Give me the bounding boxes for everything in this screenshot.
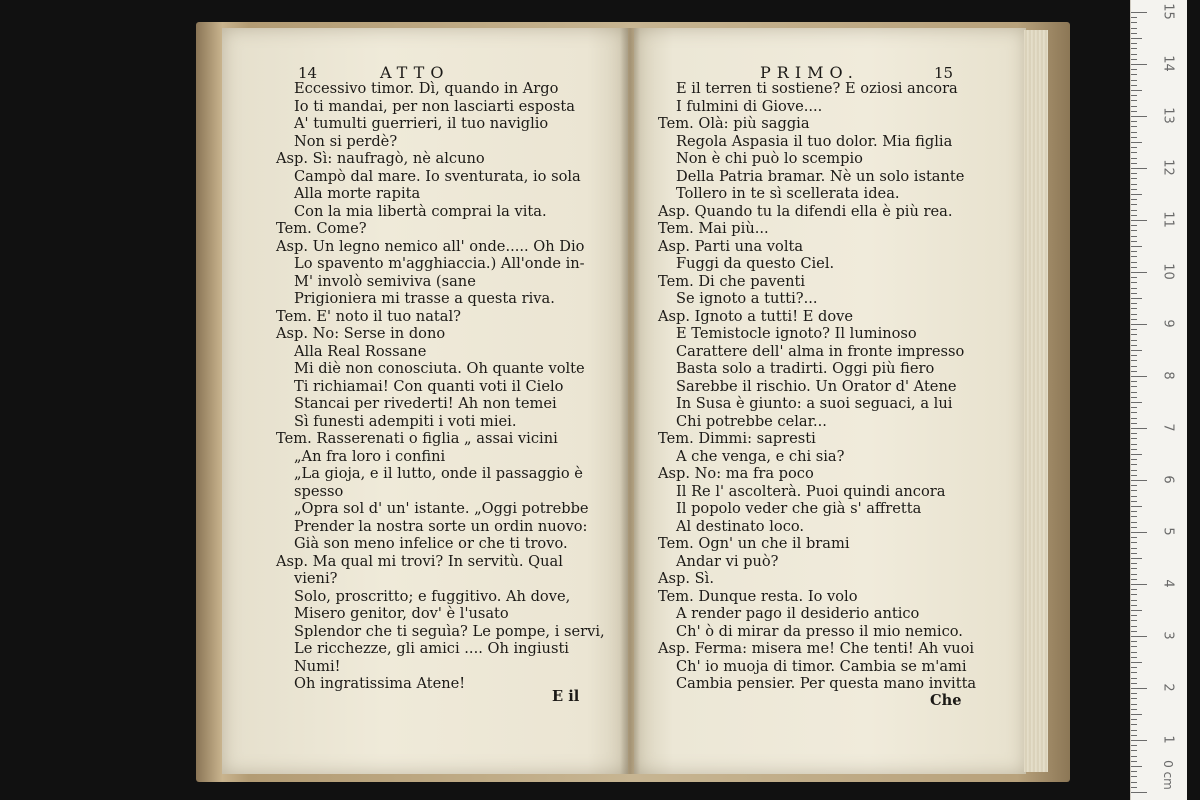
ruler-tick <box>1131 158 1137 159</box>
ruler-tick <box>1131 511 1137 512</box>
ruler-tick <box>1131 724 1137 725</box>
ruler-tick <box>1131 735 1137 736</box>
text-line: Asp. Un legno nemico all' onde..... Oh Dio <box>276 237 585 255</box>
ruler-tick <box>1131 672 1137 673</box>
ruler-number: 5 <box>1160 527 1176 536</box>
text-line: Con la mia libertà comprai la vita. <box>294 202 547 220</box>
ruler-tick <box>1131 444 1137 445</box>
text-line: E Temistocle ignoto? Il luminoso <box>676 325 917 342</box>
ruler-tick <box>1131 594 1137 595</box>
text-line: A render pago il desiderio antico <box>676 605 920 622</box>
text-line: Non è chi può lo scempio <box>676 150 863 167</box>
ruler-tick <box>1131 371 1137 372</box>
ruler-tick <box>1131 282 1137 283</box>
ruler-number: 13 <box>1160 107 1176 124</box>
ruler-tick <box>1131 59 1137 60</box>
ruler-tick <box>1131 792 1147 793</box>
ruler-tick <box>1131 485 1137 486</box>
ruler-tick <box>1131 776 1137 777</box>
ruler-tick <box>1131 501 1137 502</box>
text-line: Tem. Dunque resta. Io volo <box>658 587 858 605</box>
ruler-tick <box>1131 449 1137 450</box>
ruler-tick <box>1131 189 1137 190</box>
ruler-tick <box>1131 428 1147 429</box>
ruler-tick <box>1131 308 1137 309</box>
ruler-tick <box>1131 106 1137 107</box>
ruler-tick <box>1131 553 1137 554</box>
text-line: spesso <box>294 482 344 500</box>
ruler-tick <box>1131 522 1137 523</box>
left-page-number: 14 <box>298 64 318 82</box>
text-line: Se ignoto a tutti?... <box>676 290 818 307</box>
ruler-tick <box>1131 277 1137 278</box>
ruler-tick <box>1131 787 1137 788</box>
text-line: Tem. Mai più... <box>658 220 769 237</box>
left-catchword: E il <box>552 688 580 705</box>
text-line: M' involò semiviva (sane <box>294 272 476 290</box>
ruler-tick <box>1131 256 1137 257</box>
ruler-tick <box>1131 610 1142 611</box>
ruler-tick <box>1131 376 1147 377</box>
ruler-tick <box>1131 620 1137 621</box>
ruler-tick <box>1131 698 1137 699</box>
ruler-number: 9 <box>1160 319 1176 328</box>
ruler-tick <box>1131 272 1147 273</box>
ruler-tick <box>1131 85 1137 86</box>
right-catchword: Che <box>930 692 962 709</box>
ruler-tick <box>1131 745 1137 746</box>
text-line: Asp. No: Serse in dono <box>276 325 446 342</box>
ruler-tick <box>1131 350 1142 351</box>
ruler-tick <box>1131 48 1137 49</box>
ruler-tick <box>1131 631 1137 632</box>
ruler-tick <box>1131 589 1137 590</box>
text-line: Lo spavento m'agghiaccia.) All'onde in- <box>294 255 585 272</box>
text-line: I fulmini di Giove.... <box>676 97 823 115</box>
text-line: Della Patria bramar. Nè un solo istante <box>676 167 965 185</box>
text-line: Asp. Sì. <box>658 570 714 587</box>
ruler-tick <box>1131 236 1137 237</box>
ruler-tick <box>1131 184 1137 185</box>
text-line: Andar vi può? <box>676 552 779 570</box>
text-line: Misero genitor, dov' è l'usato <box>294 605 509 622</box>
left-page <box>222 28 628 774</box>
ruler-tick <box>1131 423 1137 424</box>
ruler-tick <box>1131 464 1137 465</box>
ruler-tick <box>1131 563 1137 564</box>
ruler-number: 1 <box>1160 735 1176 744</box>
text-line: Alla Real Rossane <box>294 342 427 360</box>
ruler-tick <box>1131 646 1137 647</box>
ruler-tick <box>1131 69 1137 70</box>
ruler-number: 6 <box>1160 475 1176 484</box>
ruler-tick <box>1131 38 1142 39</box>
text-line: Tem. Come? <box>276 220 367 237</box>
ruler-tick <box>1131 678 1137 679</box>
right-running-head: PRIMO. <box>760 63 859 82</box>
ruler-tick <box>1131 438 1137 439</box>
text-line: Asp. No: ma fra poco <box>658 465 814 482</box>
text-line: A che venga, e chi sia? <box>676 447 845 465</box>
ruler-tick <box>1131 542 1137 543</box>
ruler-tick <box>1131 652 1137 653</box>
ruler-tick <box>1131 480 1147 481</box>
ruler-tick <box>1131 771 1137 772</box>
text-line: Regola Aspasia il tuo dolor. Mia figlia <box>676 132 953 150</box>
text-line: Oh ingratissima Atene! <box>294 675 466 692</box>
measurement-ruler <box>1130 0 1187 800</box>
ruler-number: 14 <box>1160 55 1176 72</box>
text-line: Fuggi da questo Ciel. <box>676 255 835 272</box>
text-line: Ch' ò di mirar da presso il mio nemico. <box>676 622 963 640</box>
ruler-tick <box>1131 412 1137 413</box>
ruler-tick <box>1131 152 1137 153</box>
ruler-tick <box>1131 740 1147 741</box>
ruler-tick <box>1131 142 1142 143</box>
ruler-tick <box>1131 293 1137 294</box>
text-line: Splendor che ti seguìa? Le pompe, i servi, <box>294 622 605 640</box>
ruler-tick <box>1131 241 1137 242</box>
text-line: Asp. Ferma: misera me! Che tenti! Ah vuoi <box>658 640 975 657</box>
ruler-number: 10 <box>1160 263 1176 280</box>
ruler-tick <box>1131 766 1142 767</box>
ruler-tick <box>1131 126 1137 127</box>
ruler-tick <box>1131 490 1137 491</box>
ruler-tick <box>1131 340 1137 341</box>
text-line: Mi diè non conosciuta. Oh quante volte <box>294 360 585 377</box>
ruler-tick <box>1131 527 1137 528</box>
text-line: „La gioja, e il lutto, onde il passaggio è <box>294 465 583 482</box>
ruler-tick <box>1131 532 1147 533</box>
text-line: Asp. Parti una volta <box>658 237 804 255</box>
ruler-tick <box>1131 168 1147 169</box>
ruler-tick <box>1131 137 1137 138</box>
text-line: „Opra sol d' un' istante. „Oggi potrebbe <box>294 500 589 517</box>
ruler-tick <box>1131 714 1142 715</box>
ruler-tick <box>1131 537 1137 538</box>
ruler-tick <box>1131 116 1147 117</box>
ruler-tick <box>1131 709 1137 710</box>
book-gutter <box>620 28 640 774</box>
text-line: Asp. Sì: naufragò, nè alcuno <box>276 150 485 167</box>
text-line: Tem. Ogn' un che il brami <box>658 535 850 552</box>
text-line: Non si perdè? <box>294 132 398 150</box>
ruler-tick <box>1131 516 1137 517</box>
ruler-tick <box>1131 719 1137 720</box>
ruler-tick <box>1131 64 1147 65</box>
text-line: E il terren ti sostiene? E oziosi ancora <box>676 80 958 97</box>
ruler-tick <box>1131 402 1142 403</box>
ruler-tick <box>1131 90 1142 91</box>
ruler-tick <box>1131 574 1137 575</box>
ruler-tick <box>1131 605 1137 606</box>
ruler-tick <box>1131 22 1137 23</box>
text-line: Solo, proscritto; e fuggitivo. Ah dove, <box>294 587 571 605</box>
ruler-tick <box>1131 392 1137 393</box>
ruler-tick <box>1131 262 1137 263</box>
ruler-tick <box>1131 147 1137 148</box>
ruler-tick <box>1131 475 1137 476</box>
ruler-tick <box>1131 111 1137 112</box>
ruler-number: 11 <box>1160 211 1176 228</box>
ruler-tick <box>1131 381 1137 382</box>
text-line: Campò dal mare. Io sventurata, io sola <box>294 167 581 185</box>
page-fore-edge <box>1024 30 1048 772</box>
ruler-number: 12 <box>1160 159 1176 176</box>
text-line: Ch' io muoja di timor. Cambia se m'ami <box>676 657 967 675</box>
ruler-tick <box>1131 657 1137 658</box>
text-line: Sarebbe il rischio. Un Orator d' Atene <box>676 377 957 395</box>
text-line: Carattere dell' alma in fronte impresso <box>676 342 965 360</box>
text-line: Basta solo a tradirti. Oggi più fiero <box>676 360 935 377</box>
ruler-tick <box>1131 303 1137 304</box>
ruler-tick <box>1131 178 1137 179</box>
ruler-tick <box>1131 314 1137 315</box>
ruler-tick <box>1131 704 1137 705</box>
text-line: Cambia pensier. Per questa mano invitta <box>676 675 977 692</box>
ruler-tick <box>1131 74 1137 75</box>
ruler-tick <box>1131 730 1137 731</box>
ruler-tick <box>1131 345 1137 346</box>
text-line: Tem. Di che paventi <box>658 272 806 290</box>
text-line: Io ti mandai, per non lasciarti esposta <box>294 97 575 115</box>
text-line: Ti richiamai! Con quanti voti il Cielo <box>294 377 564 395</box>
ruler-tick <box>1131 397 1137 398</box>
right-page-text <box>658 80 976 693</box>
ruler-tick <box>1131 121 1137 122</box>
text-line: Tem. Olà: più saggia <box>658 115 810 132</box>
ruler-tick <box>1131 246 1142 247</box>
ruler-tick <box>1131 54 1137 55</box>
ruler-tick <box>1131 568 1137 569</box>
ruler-tick <box>1131 33 1137 34</box>
ruler-tick <box>1131 548 1137 549</box>
text-line: A' tumulti guerrieri, il tuo naviglio <box>294 115 549 132</box>
text-line: Prigioniera mi trasse a questa riva. <box>294 290 555 307</box>
ruler-tick <box>1131 95 1137 96</box>
ruler-tick <box>1131 28 1137 29</box>
ruler-tick <box>1131 750 1137 751</box>
ruler-tick <box>1131 756 1137 757</box>
ruler-tick <box>1131 636 1147 637</box>
ruler-tick <box>1131 459 1137 460</box>
ruler-tick <box>1131 80 1137 81</box>
ruler-tick <box>1131 579 1137 580</box>
ruler-tick <box>1131 662 1142 663</box>
text-line: „An fra loro i confini <box>294 447 446 465</box>
ruler-tick <box>1131 215 1137 216</box>
text-line: Tollero in te sì scellerata idea. <box>676 185 900 202</box>
ruler-number: 2 <box>1160 683 1176 692</box>
ruler-tick <box>1131 225 1137 226</box>
ruler-tick <box>1131 324 1147 325</box>
ruler-tick <box>1131 100 1137 101</box>
right-page <box>634 28 1026 774</box>
ruler-tick <box>1131 204 1137 205</box>
ruler-tick <box>1131 334 1137 335</box>
ruler-tick <box>1131 683 1137 684</box>
ruler-tick <box>1131 600 1137 601</box>
ruler-tick <box>1131 12 1147 13</box>
ruler-tick <box>1131 173 1137 174</box>
ruler-tick <box>1131 329 1137 330</box>
ruler-tick <box>1131 667 1137 668</box>
ruler-tick <box>1131 626 1137 627</box>
text-line: Prender la nostra sorte un ordin nuovo: <box>294 517 588 535</box>
ruler-tick <box>1131 641 1137 642</box>
ruler-tick <box>1131 132 1137 133</box>
ruler-tick <box>1131 693 1137 694</box>
ruler-tick <box>1131 220 1147 221</box>
ruler-tick <box>1131 418 1137 419</box>
ruler-tick <box>1131 366 1137 367</box>
ruler-number: 7 <box>1160 423 1176 432</box>
ruler-tick <box>1131 433 1137 434</box>
ruler-unit-label: 0 cm <box>1160 760 1175 790</box>
ruler-tick <box>1131 496 1137 497</box>
ruler-tick <box>1131 454 1142 455</box>
ruler-tick <box>1131 163 1137 164</box>
ruler-tick <box>1131 298 1142 299</box>
ruler-number: 8 <box>1160 371 1176 380</box>
text-line: Il popolo veder che già s' affretta <box>676 500 922 517</box>
ruler-tick <box>1131 782 1137 783</box>
ruler-tick <box>1131 386 1137 387</box>
text-line: Al destinato loco. <box>676 517 805 535</box>
ruler-tick <box>1131 584 1147 585</box>
ruler-tick <box>1131 761 1137 762</box>
ruler-tick <box>1131 17 1137 18</box>
ruler-tick <box>1131 407 1137 408</box>
text-line: Eccessivo timor. Dì, quando in Argo <box>294 80 559 97</box>
ruler-tick <box>1131 558 1142 559</box>
text-line: Asp. Quando tu la difendi ella è più rea. <box>658 202 953 220</box>
ruler-tick <box>1131 319 1137 320</box>
ruler-tick <box>1131 230 1137 231</box>
ruler-tick <box>1131 194 1142 195</box>
ruler-number: 15 <box>1160 3 1176 20</box>
text-line: Stancai per rivederti! Ah non temei <box>294 395 557 412</box>
text-line: Alla morte rapita <box>294 185 421 202</box>
ruler-number: 3 <box>1160 631 1176 640</box>
ruler-tick <box>1131 210 1137 211</box>
ruler-tick <box>1131 506 1142 507</box>
ruler-tick <box>1131 251 1137 252</box>
text-line: vieni? <box>294 570 338 587</box>
text-line: Tem. Rasserenati o figlia „ assai vicini <box>276 430 558 447</box>
left-running-head: ATTO <box>380 63 450 82</box>
text-line: Chi potrebbe celar... <box>676 412 827 430</box>
left-page-text <box>276 80 605 693</box>
text-line: Già son meno infelice or che ti trovo. <box>294 535 568 552</box>
ruler-tick <box>1131 355 1137 356</box>
ruler-tick <box>1131 43 1137 44</box>
text-line: Asp. Ignoto a tutti! E dove <box>658 307 854 325</box>
ruler-tick <box>1131 688 1147 689</box>
right-page-number: 15 <box>934 64 954 82</box>
ruler-tick <box>1131 360 1137 361</box>
text-line: Asp. Ma qual mi trovi? In servitù. Qual <box>276 552 563 570</box>
ruler-number: 4 <box>1160 579 1176 588</box>
ruler-tick <box>1131 288 1137 289</box>
text-line: Le ricchezze, gli amici .... Oh ingiusti <box>294 640 569 657</box>
ruler-tick <box>1131 470 1137 471</box>
text-line: In Susa è giunto: a suoi seguaci, a lui <box>676 395 953 412</box>
ruler-tick <box>1131 267 1137 268</box>
ruler-tick <box>1131 199 1137 200</box>
text-line: Sì funesti adempiti i voti miei. <box>294 412 517 430</box>
text-line: Numi! <box>294 657 341 675</box>
ruler-tick <box>1131 615 1137 616</box>
text-line: Tem. Dimmi: sapresti <box>658 430 816 447</box>
text-line: Tem. E' noto il tuo natal? <box>276 307 461 325</box>
text-line: Il Re l' ascolterà. Puoi quindi ancora <box>676 482 946 500</box>
